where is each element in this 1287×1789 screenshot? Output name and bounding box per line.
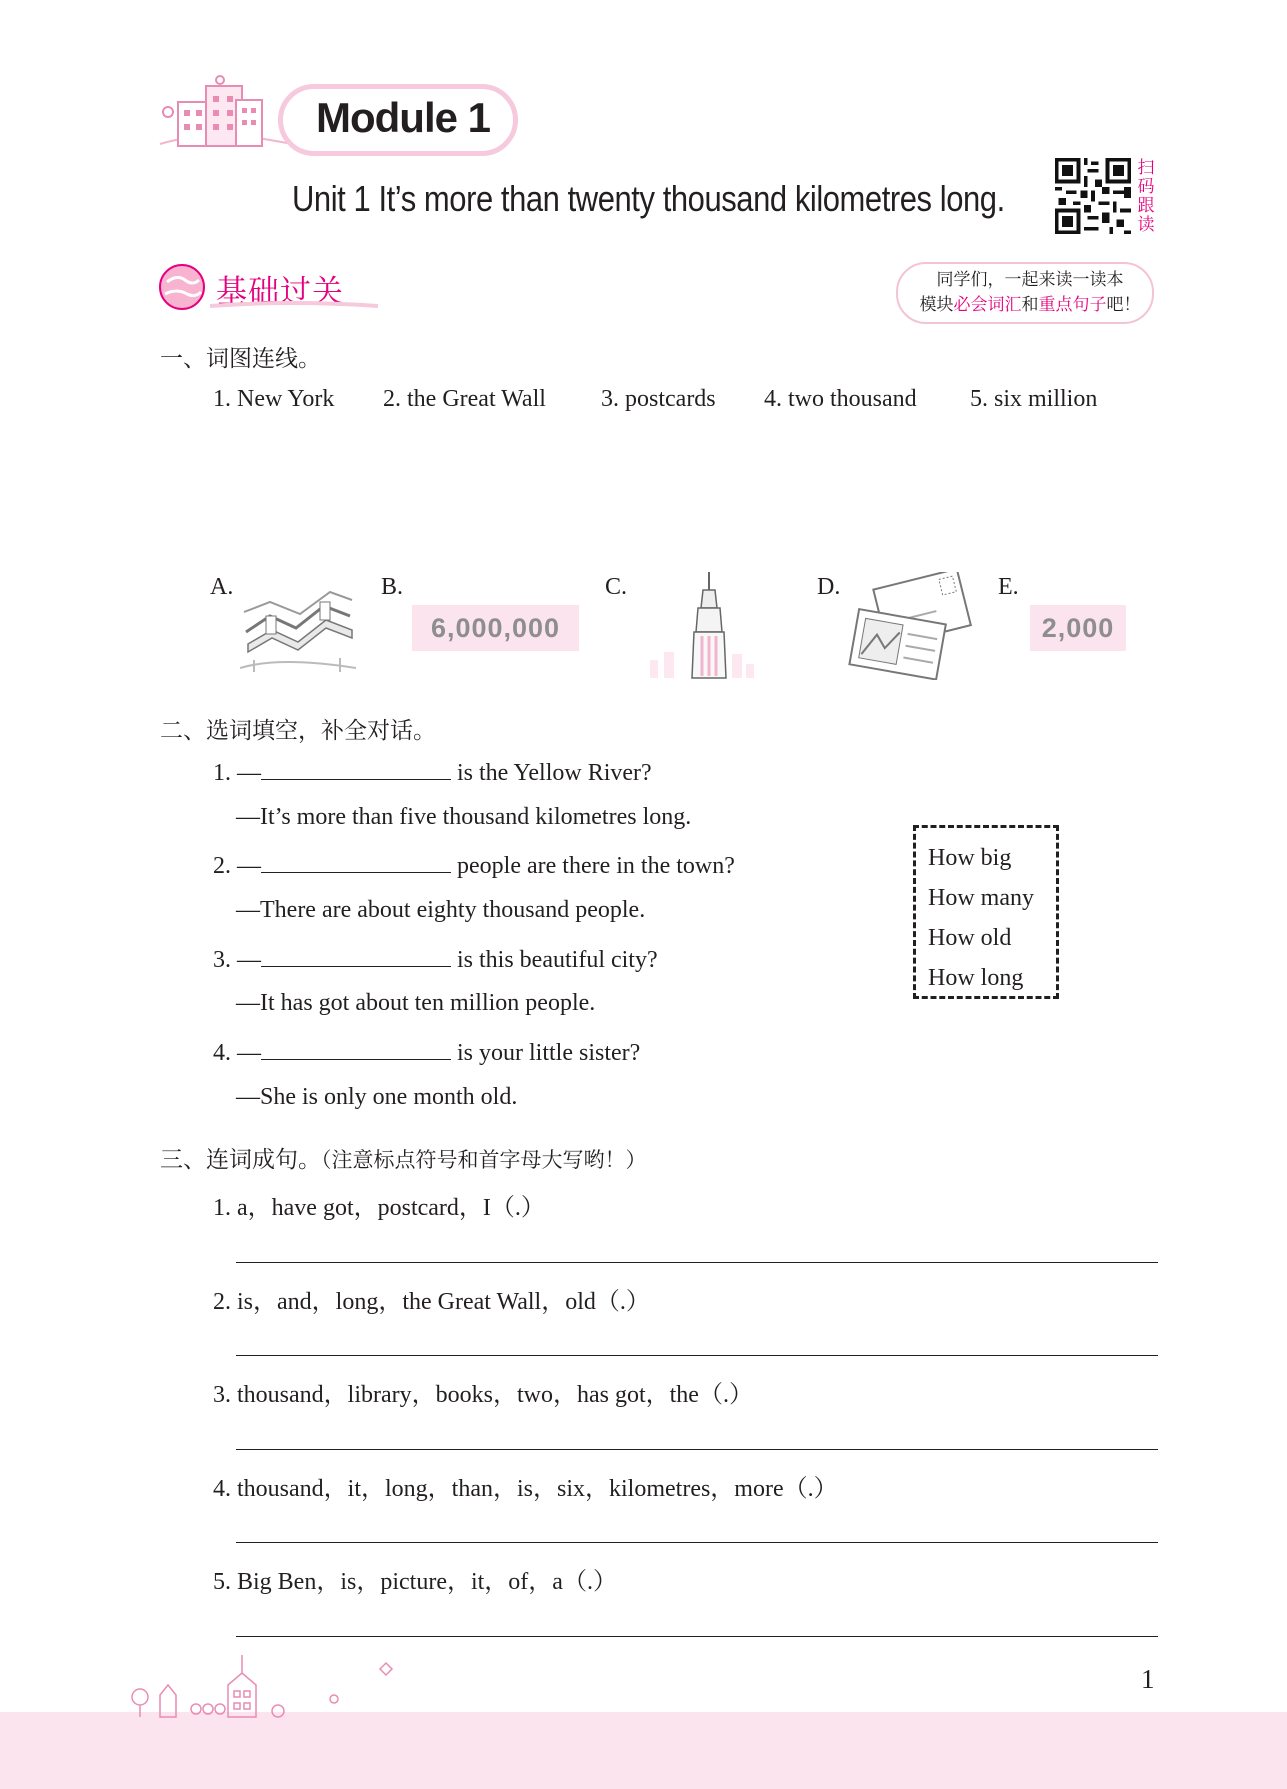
dialogue-answer-3: —It has got about ten million people. [236, 990, 596, 1016]
number-box-e: 2,000 [1030, 605, 1126, 651]
match-word-1: 1. New York [213, 386, 335, 412]
word-order-item-2: 2. is，and，long，the Great Wall，old（.） [213, 1289, 650, 1315]
unit-title: Unit 1 It’s more than twenty thousand kilometres long. [292, 178, 1005, 219]
qr-scan-label: 扫 码 跟 读 [1137, 158, 1155, 234]
speech-bubble: 同学们，一起来读一读本 模块必会词汇和重点句子吧！ [896, 262, 1154, 324]
dialogue-question-1: 1. — is the Yellow River? [213, 757, 652, 787]
match-word-5: 5. six million [970, 386, 1098, 412]
footer-town-illustration [120, 1645, 420, 1725]
fill-blank-3[interactable] [261, 944, 451, 967]
word-order-item-4: 4. thousand，it，long，than，is，six，kilometres，more（.） [213, 1476, 838, 1502]
option-e-letter: E. [998, 574, 1019, 600]
answer-line-4[interactable] [236, 1542, 1158, 1543]
badge-underline-decoration [210, 300, 378, 310]
section-badge-title: 基础过关 [216, 274, 344, 309]
answer-line-1[interactable] [236, 1262, 1158, 1263]
section3-heading: 三、连词成句。（注意标点符号和首字母大写哟！） [160, 1147, 647, 1172]
fill-blank-4[interactable] [261, 1037, 451, 1060]
great-wall-illustration [240, 572, 356, 676]
word-bank-item: How old [928, 925, 1012, 951]
dialogue-question-3: 3. — is this beautiful city? [213, 944, 658, 974]
answer-line-5[interactable] [236, 1636, 1158, 1637]
module-title: Module 1 [316, 94, 491, 141]
section2-heading: 二、选词填空，补全对话。 [160, 718, 436, 743]
match-word-4: 4. two thousand [764, 386, 917, 412]
word-order-item-3: 3. thousand，library，books，two，has got，the（.） [213, 1382, 753, 1408]
qr-code-icon[interactable] [1055, 158, 1131, 234]
option-d-letter: D. [817, 574, 841, 600]
word-bank-item: How many [928, 885, 1034, 911]
dialogue-question-4: 4. — is your little sister? [213, 1037, 640, 1067]
word-bank-item: How long [928, 965, 1024, 991]
match-word-2: 2. the Great Wall [383, 386, 546, 412]
dialogue-answer-2: —There are about eighty thousand people. [236, 897, 646, 923]
number-box-b: 6,000,000 [412, 605, 579, 651]
dialogue-answer-1: —It’s more than five thousand kilometres long. [236, 804, 692, 830]
word-order-item-5: 5. Big Ben，is，picture，it，of，a（.） [213, 1569, 617, 1595]
page-number: 1 [1141, 1664, 1155, 1694]
globe-badge-icon [157, 262, 207, 312]
fill-blank-2[interactable] [261, 850, 451, 873]
match-word-3: 3. postcards [601, 386, 716, 412]
dialogue-question-2: 2. — people are there in the town? [213, 850, 735, 880]
postcards-illustration [846, 572, 972, 680]
answer-line-2[interactable] [236, 1355, 1158, 1356]
option-c-letter: C. [605, 574, 628, 600]
fill-blank-1[interactable] [261, 757, 451, 780]
word-bank-item: How big [928, 845, 1012, 871]
dialogue-answer-4: —She is only one month old. [236, 1084, 518, 1110]
section1-heading: 一、词图连线。 [160, 346, 321, 371]
answer-line-3[interactable] [236, 1449, 1158, 1450]
word-bank-box [913, 825, 1059, 999]
word-order-item-1: 1. a，have got，postcard，I（.） [213, 1195, 545, 1221]
skyscraper-illustration [640, 570, 764, 680]
option-a-letter: A. [210, 574, 234, 600]
option-b-letter: B. [381, 574, 404, 600]
